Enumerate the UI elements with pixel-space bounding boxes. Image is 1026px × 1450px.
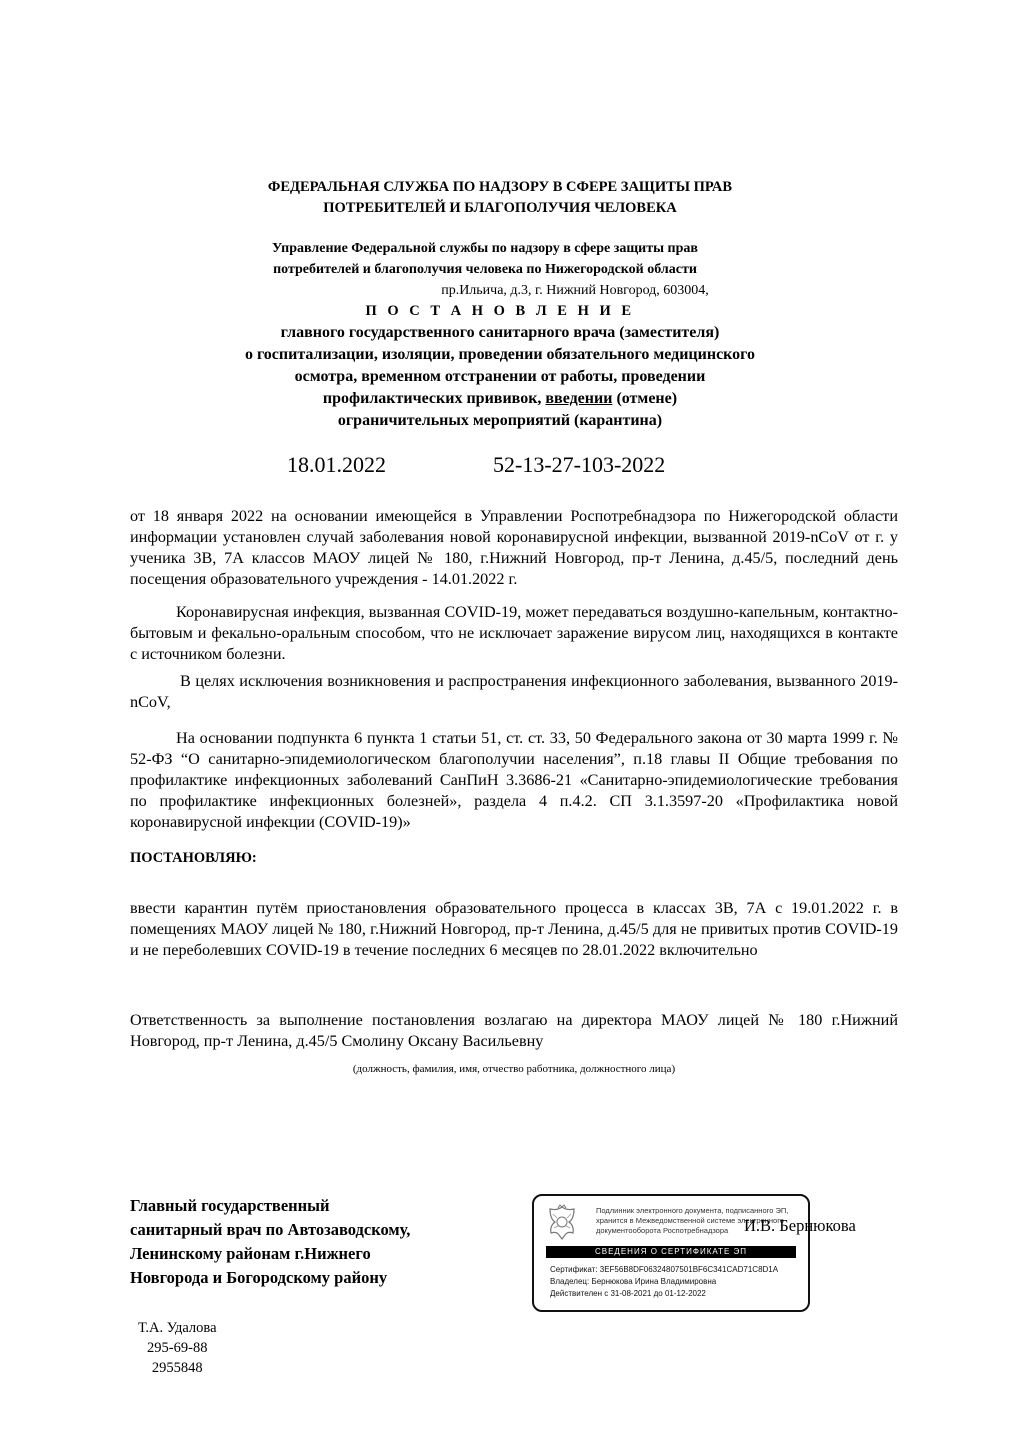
responsible-caption: (должность, фамилия, имя, отчество работника, должностного лица) [352, 1063, 676, 1075]
paragraph-4: На основании подпункта 6 пункта 1 статьи 51, ст. ст. 33, 50 Федерального закона от 30 марта 1999 г. № 52-ФЗ “О санитарно-эпидемиологическом благополучии населения”, п.18 главы II Общие требования по профилактике инфекционных заболеваний СанПиН 3.3686-21 «Санитарно-эпидемиологические требования по профилактике инфекционных болезней», раздела 4 п.4.2. СП 3.1.3597-20 «Профилактика новой коронавирусной инфекции (COVID-19)» [130, 729, 898, 831]
position-line-4: Новгорода и Богородскому району [130, 1268, 388, 1287]
certificate-info-bar: СВЕДЕНИЯ О СЕРТИФИКАТЕ ЭП [546, 1246, 796, 1258]
certificate-validity: Действителен с 31-08-2021 до 01-12-2022 [550, 1289, 706, 1298]
title-line-2: о госпитализации, изоляции, проведении обязательного медицинского [244, 346, 756, 363]
authenticity-line-3: документооборота Роспотребнадзора [596, 1226, 729, 1235]
position-line-3: Ленинскому районам г.Нижнего [130, 1244, 371, 1263]
authenticity-line-2: хранится в Межведомственной системе электронного [596, 1216, 784, 1225]
agency-line-1: ФЕДЕРАЛЬНАЯ СЛУЖБА ПО НАДЗОРУ В СФЕРЕ ЗАЩИТЫ ПРАВ [267, 179, 733, 195]
document-date: 18.01.2022 [287, 452, 386, 477]
paragraph-3: В целях исключения возникновения и распространения инфекционного заболевания, вызванного 2019-nCoV, [130, 672, 898, 711]
document-type: П О С Т А Н О В Л Е Н И Е [365, 303, 635, 319]
title-line-4-underlined: введении [545, 390, 613, 407]
executor-phone-1: 295-69-88 [147, 1340, 208, 1356]
certificate-owner: Владелец: Бернюкова Ирина Владимировна [550, 1277, 717, 1286]
agency-line-2: ПОТРЕБИТЕЛЕЙ И БЛАГОПОЛУЧИЯ ЧЕЛОВЕКА [323, 200, 677, 216]
coat-of-arms-icon [544, 1204, 580, 1242]
department-line-1: Управление Федеральной службы по надзору в сфере защиты прав [272, 241, 698, 256]
executor-info [138, 1318, 217, 1378]
certificate-serial: Сертификат: 3EF56B8DF06324807501BF6C341CAD71C8D1A [550, 1265, 779, 1274]
document-number: 52-13-27-103-2022 [493, 452, 666, 477]
title-line-4 [150, 388, 850, 410]
department-line-2: потребителей и благополучия человека по Нижегородской области [273, 262, 697, 277]
title-line-4-post: (отмене) [612, 390, 678, 407]
certificate-details [550, 1264, 778, 1300]
paragraph-6: Ответственность за выполнение постановления возлагаю на директора МАОУ лицей № 180 г.Нижний Новгород, пр-т Ленина, д.45/5 Смолину Оксану Васильевну [130, 1011, 898, 1050]
signatory-name: И.В. Бернюкова [744, 1216, 856, 1235]
department-header [180, 238, 790, 301]
document-title [150, 300, 850, 432]
position-line-1: Главный государственный [130, 1196, 330, 1215]
authenticity-line-1: Подлинник электронного документа, подписанного ЭП, [596, 1206, 789, 1215]
executor-name: Т.А. Удалова [138, 1320, 217, 1336]
title-line-3: осмотра, временном отстранении от работы, проведении [294, 368, 706, 385]
title-line-5: ограничительных мероприятий (карантина) [337, 412, 663, 429]
paragraph-5: ввести карантин путём приостановления образовательного процесса в классах 3В, 7А с 19.01.2022 г. в помещениях МАОУ лицей № 180, г.Нижний Новгород, пр-т Ленина, д.45/5 для не привитых против COVID-19 и не переболевших COVID-19 в течение последних 6 месяцев по 28.01.2022 включительно [130, 899, 898, 959]
department-address: пр.Ильича, д.3, г. Нижний Новгород, 603004, [441, 283, 709, 298]
agency-header [190, 177, 810, 219]
paragraph-2: Коронавирусная инфекция, вызванная COVID-19, может передаваться воздушно-капельным, контактно-бытовым и фекально-оральным способом, что не исключает заражение вирусом лиц, находящихся в контакте с источником болезни. [130, 603, 898, 663]
decree-heading: ПОСТАНОВЛЯЮ: [130, 850, 257, 866]
executor-phone-2: 2955848 [151, 1360, 203, 1376]
title-line-1: главного государственного санитарного врача (заместителя) [280, 324, 720, 341]
electronic-signature-stamp [532, 1194, 810, 1312]
title-line-4-pre: профилактических прививок, [322, 390, 546, 407]
paragraph-1: от 18 января 2022 на основании имеющейся в Управлении Роспотребнадзора по Нижегородской области информации установлен случай заболевания новой коронавирусной инфекции, вызванной 2019-nCoV от г. у ученика 3В, 7А классов МАОУ лицей № 180, г.Нижний Новгород, пр-т Ленина, д.45/5, последний день посещения образовательного учреждения - 14.01.2022 г. [130, 507, 898, 588]
signatory-position [130, 1194, 410, 1290]
position-line-2: санитарный врач по Автозаводскому, [130, 1220, 411, 1239]
